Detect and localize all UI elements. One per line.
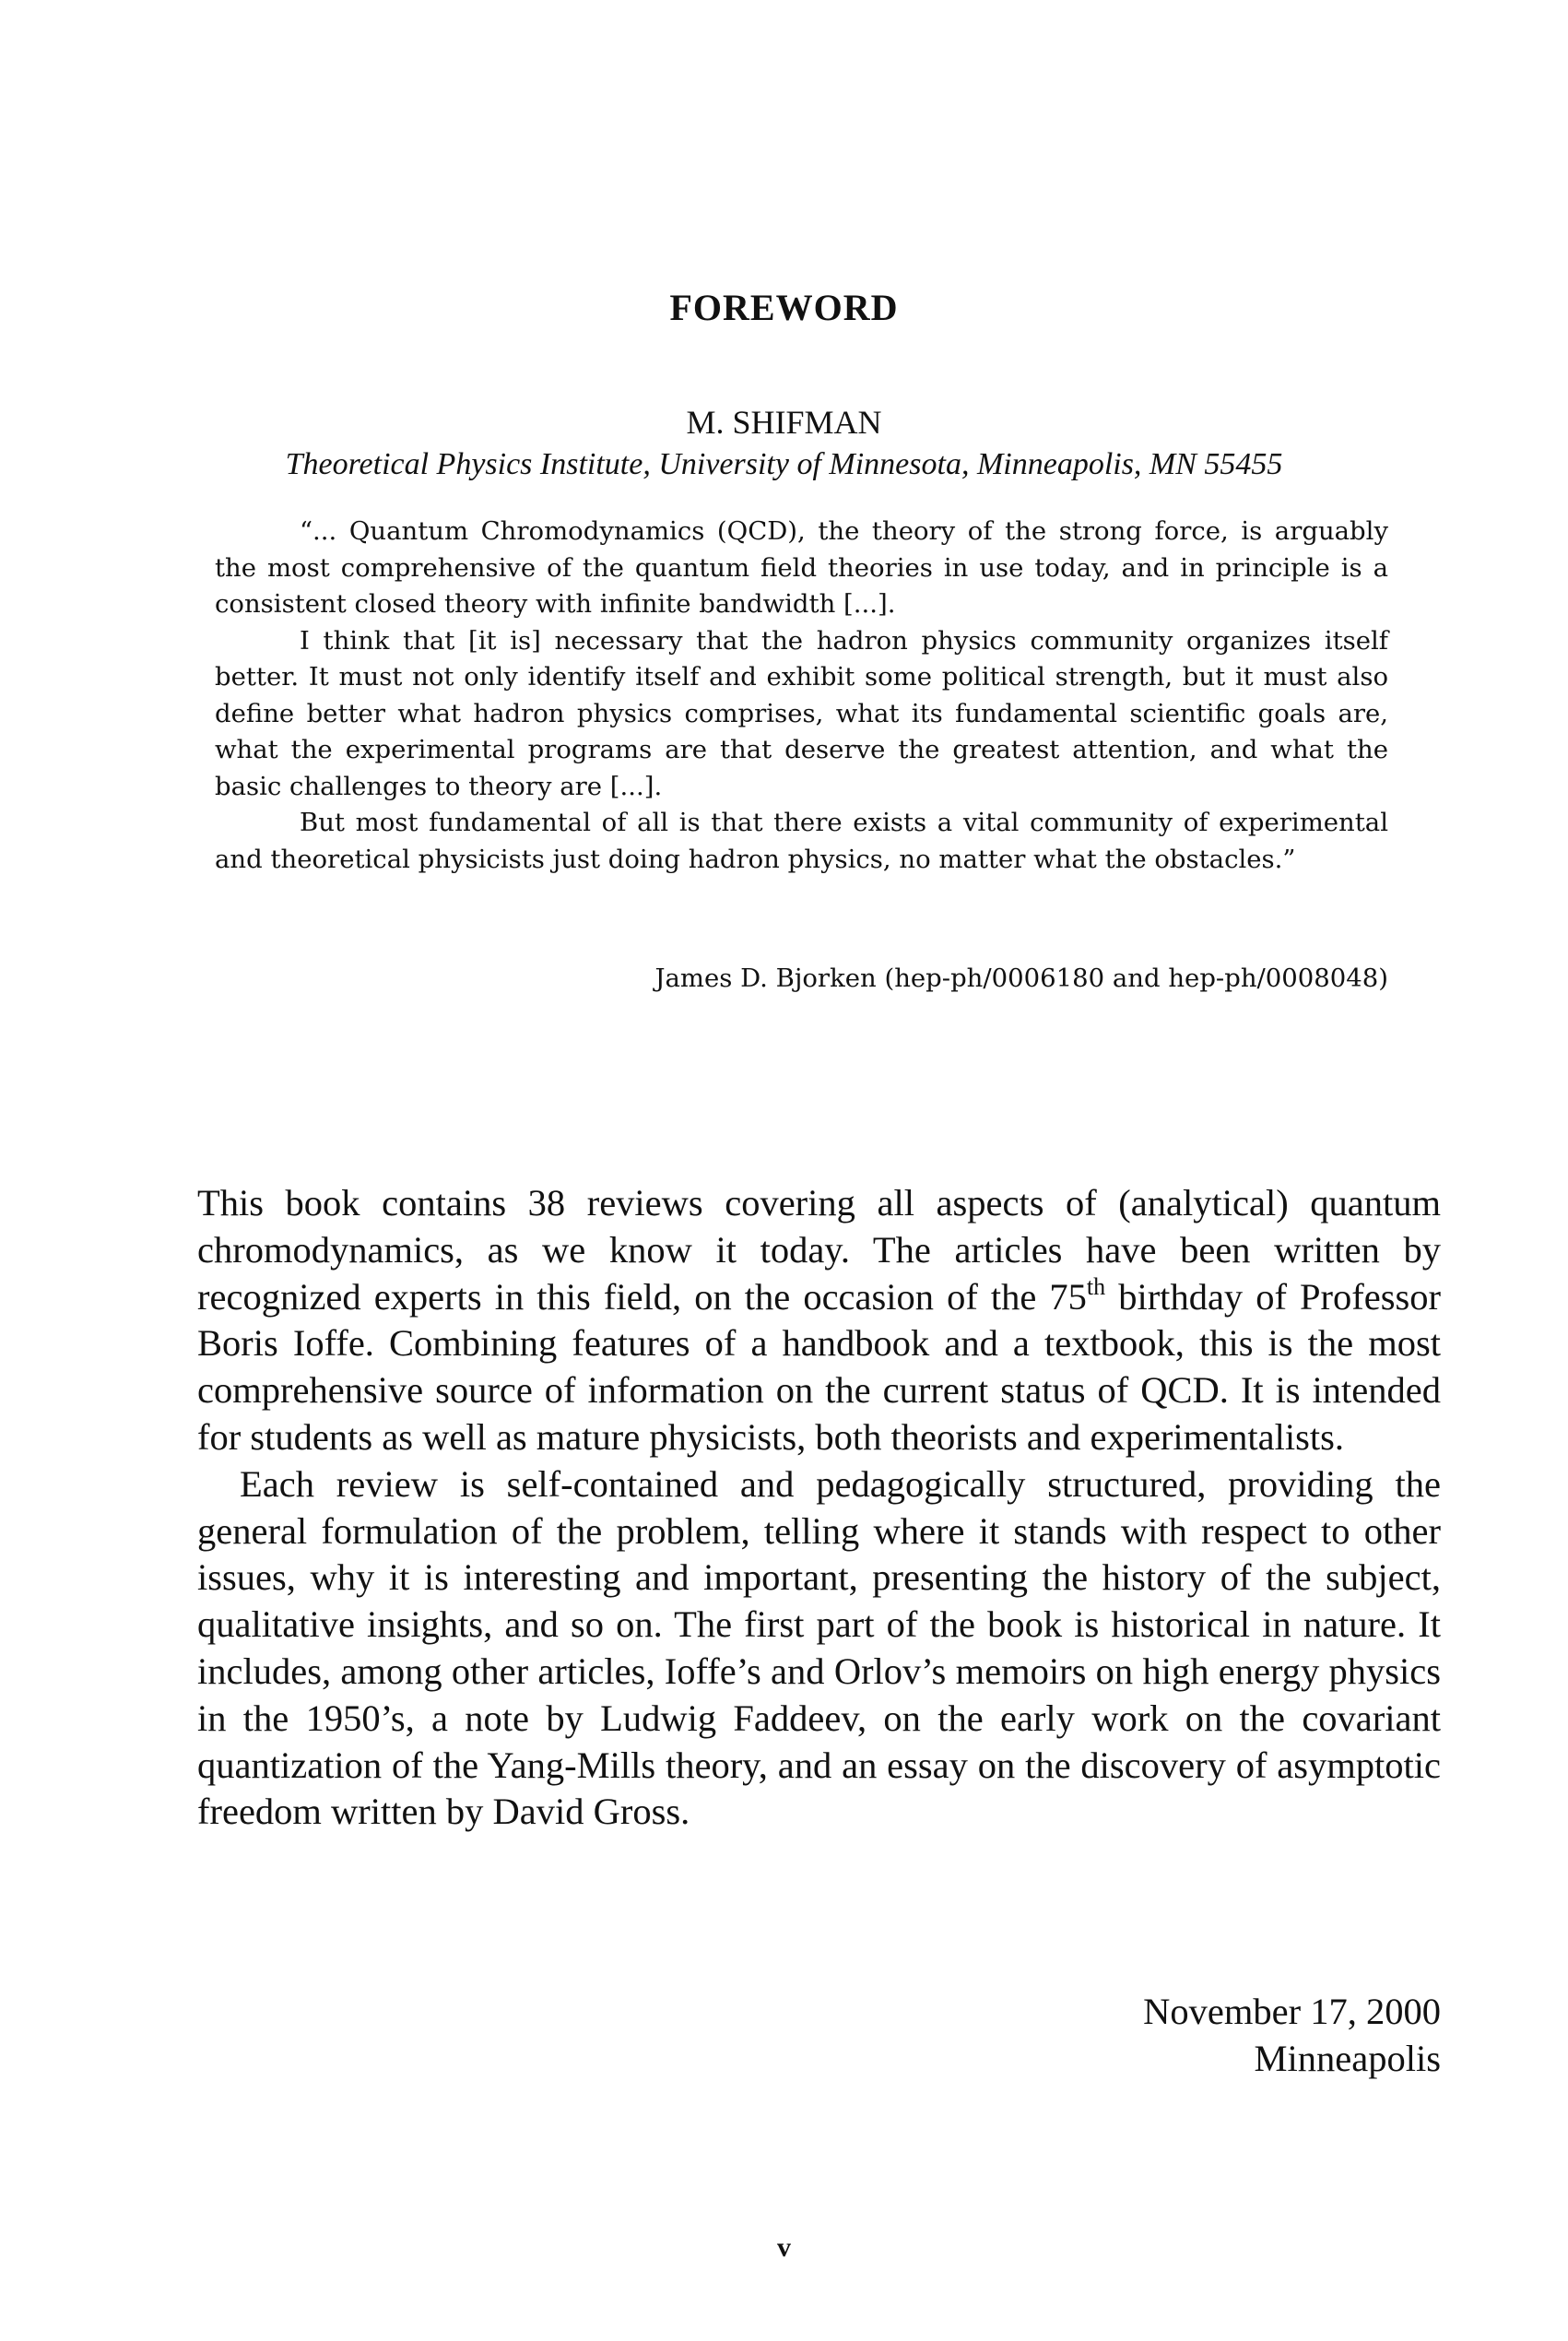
body-paragraph-1-end: birthday of Professor Boris Ioffe. Combining features of a handbook and a textbook, this is the most comprehensive source of information on the current status of QCD. It is intended for students as well as mature physicists, both theorists and experimentalists. [197,1275,1441,1458]
body-paragraph-1-start: This book contains 38 reviews covering all aspects of (analytical) quantum chromodynamics, as we know it today. The articles have been written by recognized experts in this field, on the occasion of the 75 [197,1182,1441,1318]
signoff-block [922,1989,1441,2083]
foreword-body [197,1180,1441,1836]
body-paragraph-2: Each review is self-contained and pedagogically structured, providing the general formulation of the problem, telling where it stands with respect to other issues, why it is interesting and important, presenting the history of the subject, qualitative insights, and so on. The first part of the book is historical in nature. It includes, among other articles, Ioffe’s and Orlov’s memoirs on high energy physics in the 1950’s, a note by Ludwig Faddeev, on the early work on the covariant quantization of the Yang-Mills theory, and an essay on the discovery of asymptotic freedom written by David Gross. [197,1462,1441,1833]
epigraph-paragraph: I think that [it is] necessary that the hadron physics community organizes itself better. It must not only identify itself and exhibit some political strength, but it must also define better what hadron physics comprises, what its fundamental scientific goals are, what the experimental programs are that deserve the greatest attention, and what the basic challenges to theory are [...]. [215,625,1388,801]
signoff-place: Minneapolis [1254,2037,1441,2079]
page-number: v [777,2232,791,2263]
ordinal-superscript: th [1086,1272,1106,1300]
epigraph-quote [215,514,1388,878]
epigraph-paragraph: But most fundamental of all is that there exists a vital community of experimental and theoretical physicists just doing hadron physics, no matter what the obstacles.” [215,808,1388,874]
body-paragraph-1 [197,1180,1441,1461]
author-name: M. SHIFMAN [686,404,882,441]
page-title: FOREWORD [669,287,899,328]
epigraph-attribution: James D. Bjorken (hep-ph/0006180 and hep-ph/0008048) [654,964,1388,993]
epigraph-paragraph: “... Quantum Chromodynamics (QCD), the theory of the strong force, is arguably the most comprehensive of the quantum field theories in use today, and in principle is a consistent closed theory with infinite bandwidth [...]. [215,516,1388,619]
signoff-date: November 17, 2000 [1143,1991,1441,2032]
author-affiliation: Theoretical Physics Institute, University of Minnesota, Minneapolis, MN 55455 [285,447,1283,481]
